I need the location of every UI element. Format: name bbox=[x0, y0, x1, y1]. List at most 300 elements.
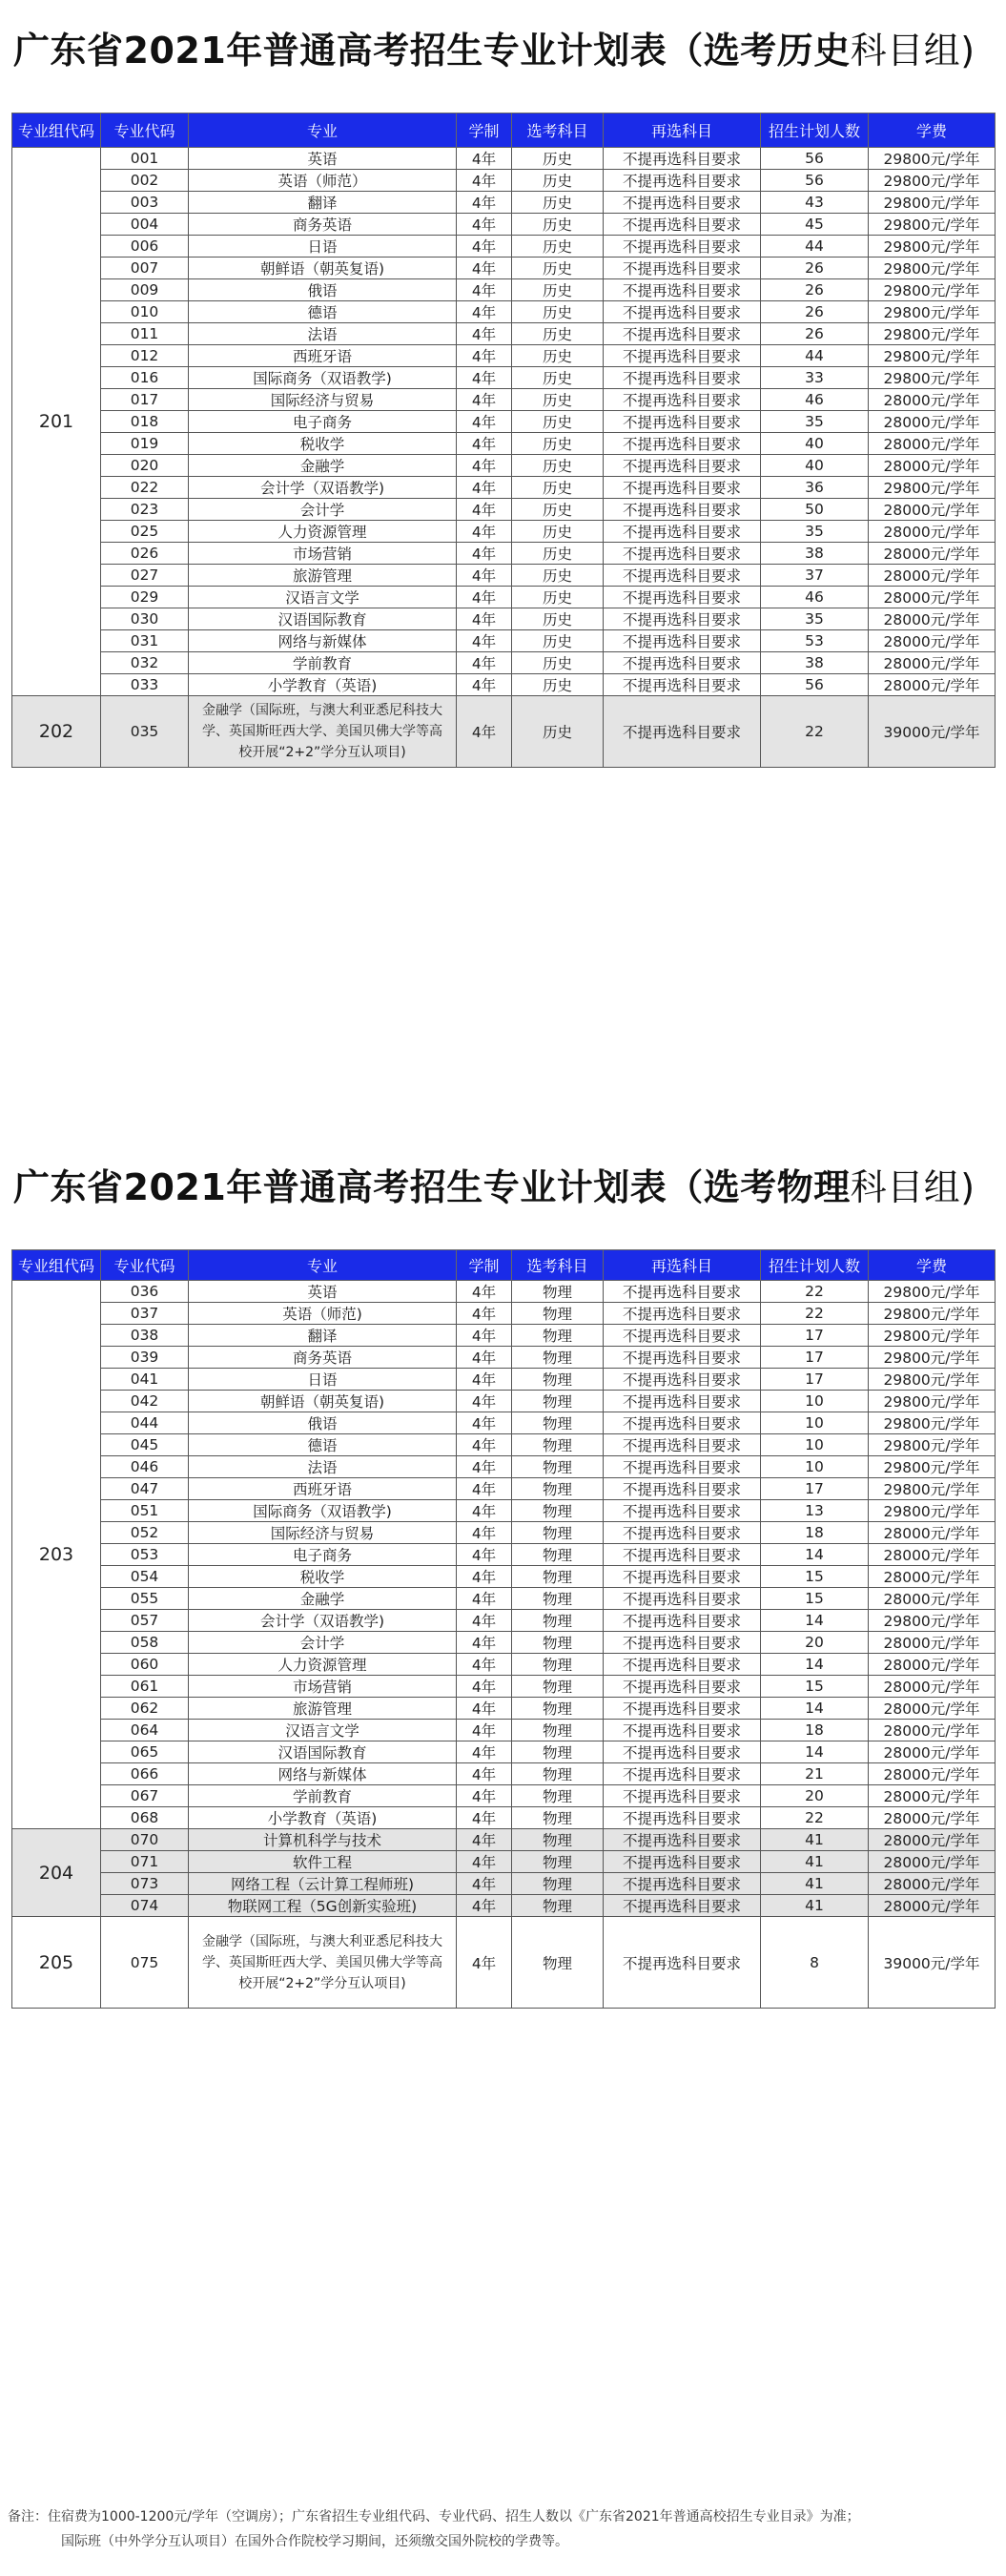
table-row bbox=[12, 674, 996, 696]
quota-cell: 17 bbox=[761, 1369, 869, 1391]
tuition-cell: 29800元/学年 bbox=[869, 1281, 996, 1303]
major-name-cell: 国际商务（双语教学) bbox=[189, 367, 457, 389]
tuition-cell: 29800元/学年 bbox=[869, 1412, 996, 1434]
major-code-cell: 062 bbox=[101, 1698, 189, 1720]
quota-cell: 41 bbox=[761, 1851, 869, 1873]
major-name-cell: 俄语 bbox=[189, 279, 457, 301]
history-title-subject: 历史 bbox=[776, 30, 851, 72]
major-code-cell: 010 bbox=[101, 301, 189, 323]
major-code-cell: 067 bbox=[101, 1785, 189, 1807]
elective-subject-cell: 物理 bbox=[512, 1281, 604, 1303]
elective-subject-cell: 历史 bbox=[512, 652, 604, 674]
tuition-cell: 28000元/学年 bbox=[869, 1851, 996, 1873]
elective-subject-cell: 历史 bbox=[512, 258, 604, 279]
elective-subject-cell: 物理 bbox=[512, 1698, 604, 1720]
duration-cell: 4年 bbox=[457, 214, 512, 236]
quota-cell: 56 bbox=[761, 170, 869, 192]
quota-cell: 18 bbox=[761, 1522, 869, 1544]
major-code-cell: 022 bbox=[101, 477, 189, 499]
major-name-cell: 英语 bbox=[189, 1281, 457, 1303]
major-code-cell: 070 bbox=[101, 1829, 189, 1851]
major-code-cell: 037 bbox=[101, 1303, 189, 1325]
header-row bbox=[12, 113, 996, 148]
major-code-cell: 073 bbox=[101, 1873, 189, 1895]
major-name-cell: 学前教育 bbox=[189, 652, 457, 674]
major-code-cell: 051 bbox=[101, 1500, 189, 1522]
quota-cell: 38 bbox=[761, 652, 869, 674]
table-row bbox=[12, 1347, 996, 1369]
major-name-cell: 税收学 bbox=[189, 1566, 457, 1588]
major-name-cell: 国际经济与贸易 bbox=[189, 389, 457, 411]
reselect-cell: 不提再选科目要求 bbox=[604, 1544, 761, 1566]
quota-cell: 38 bbox=[761, 543, 869, 565]
major-code-cell: 052 bbox=[101, 1522, 189, 1544]
table-row bbox=[12, 630, 996, 652]
reselect-cell: 不提再选科目要求 bbox=[604, 1588, 761, 1610]
tuition-cell: 28000元/学年 bbox=[869, 1741, 996, 1763]
duration-cell: 4年 bbox=[457, 1741, 512, 1763]
table-row bbox=[12, 1807, 996, 1829]
quota-cell: 15 bbox=[761, 1588, 869, 1610]
major-code-cell: 064 bbox=[101, 1720, 189, 1741]
elective-subject-cell: 历史 bbox=[512, 521, 604, 543]
table-row bbox=[12, 1412, 996, 1434]
major-code-cell: 033 bbox=[101, 674, 189, 696]
elective-subject-cell: 物理 bbox=[512, 1522, 604, 1544]
tuition-cell: 29800元/学年 bbox=[869, 1478, 996, 1500]
quota-cell: 10 bbox=[761, 1456, 869, 1478]
major-name-cell: 物联网工程（5G创新实验班) bbox=[189, 1895, 457, 1917]
major-name-cell: 国际商务（双语教学) bbox=[189, 1500, 457, 1522]
tuition-cell: 28000元/学年 bbox=[869, 565, 996, 587]
major-code-cell: 068 bbox=[101, 1807, 189, 1829]
elective-subject-cell: 历史 bbox=[512, 674, 604, 696]
major-code-cell: 053 bbox=[101, 1544, 189, 1566]
duration-cell: 4年 bbox=[457, 345, 512, 367]
major-code-cell: 018 bbox=[101, 411, 189, 433]
elective-subject-cell: 历史 bbox=[512, 543, 604, 565]
duration-cell: 4年 bbox=[457, 1720, 512, 1741]
quota-cell: 14 bbox=[761, 1610, 869, 1632]
column-header: 专业组代码 bbox=[12, 113, 101, 148]
table-row bbox=[12, 1544, 996, 1566]
major-code-cell: 055 bbox=[101, 1588, 189, 1610]
elective-subject-cell: 历史 bbox=[512, 148, 604, 170]
duration-cell: 4年 bbox=[457, 565, 512, 587]
table-row bbox=[12, 389, 996, 411]
duration-cell: 4年 bbox=[457, 192, 512, 214]
duration-cell: 4年 bbox=[457, 1763, 512, 1785]
table-row bbox=[12, 1720, 996, 1741]
quota-cell: 10 bbox=[761, 1434, 869, 1456]
reselect-cell: 不提再选科目要求 bbox=[604, 1654, 761, 1676]
quota-cell: 22 bbox=[761, 1281, 869, 1303]
tuition-cell: 28000元/学年 bbox=[869, 630, 996, 652]
major-name-cell: 法语 bbox=[189, 1456, 457, 1478]
duration-cell: 4年 bbox=[457, 389, 512, 411]
table-row bbox=[12, 608, 996, 630]
quota-cell: 41 bbox=[761, 1895, 869, 1917]
table-row bbox=[12, 258, 996, 279]
reselect-cell: 不提再选科目要求 bbox=[604, 1610, 761, 1632]
quota-cell: 35 bbox=[761, 411, 869, 433]
duration-cell: 4年 bbox=[457, 1566, 512, 1588]
quota-cell: 46 bbox=[761, 389, 869, 411]
major-name-cell: 英语（师范) bbox=[189, 1303, 457, 1325]
duration-cell: 4年 bbox=[457, 1456, 512, 1478]
duration-cell: 4年 bbox=[457, 1434, 512, 1456]
duration-cell: 4年 bbox=[457, 1347, 512, 1369]
tuition-cell: 28000元/学年 bbox=[869, 1522, 996, 1544]
reselect-cell: 不提再选科目要求 bbox=[604, 1873, 761, 1895]
duration-cell: 4年 bbox=[457, 1412, 512, 1434]
major-name-cell: 商务英语 bbox=[189, 214, 457, 236]
reselect-cell: 不提再选科目要求 bbox=[604, 1698, 761, 1720]
major-name-cell: 汉语言文学 bbox=[189, 1720, 457, 1741]
major-name-cell: 网络工程（云计算工程师班) bbox=[189, 1873, 457, 1895]
table-row bbox=[12, 455, 996, 477]
quota-cell: 22 bbox=[761, 1807, 869, 1829]
major-code-cell: 041 bbox=[101, 1369, 189, 1391]
quota-cell: 14 bbox=[761, 1698, 869, 1720]
table-row bbox=[12, 148, 996, 170]
major-code-cell: 058 bbox=[101, 1632, 189, 1654]
tuition-cell: 29800元/学年 bbox=[869, 345, 996, 367]
major-name-cell: 朝鲜语（朝英复语) bbox=[189, 1391, 457, 1412]
duration-cell: 4年 bbox=[457, 696, 512, 768]
column-header: 再选科目 bbox=[604, 113, 761, 148]
reselect-cell: 不提再选科目要求 bbox=[604, 1566, 761, 1588]
tuition-cell: 29800元/学年 bbox=[869, 192, 996, 214]
major-name-cell: 网络与新媒体 bbox=[189, 1763, 457, 1785]
table-row bbox=[12, 279, 996, 301]
table-row bbox=[12, 411, 996, 433]
elective-subject-cell: 物理 bbox=[512, 1654, 604, 1676]
elective-subject-cell: 物理 bbox=[512, 1325, 604, 1347]
elective-subject-cell: 历史 bbox=[512, 345, 604, 367]
reselect-cell: 不提再选科目要求 bbox=[604, 1807, 761, 1829]
duration-cell: 4年 bbox=[457, 1785, 512, 1807]
tuition-cell: 29800元/学年 bbox=[869, 236, 996, 258]
reselect-cell: 不提再选科目要求 bbox=[604, 565, 761, 587]
major-name-cell: 电子商务 bbox=[189, 1544, 457, 1566]
quota-cell: 35 bbox=[761, 521, 869, 543]
footnote bbox=[8, 2504, 999, 2554]
major-name-cell: 会计学 bbox=[189, 499, 457, 521]
table-row bbox=[12, 236, 996, 258]
table-row bbox=[12, 1325, 996, 1347]
major-code-cell: 046 bbox=[101, 1456, 189, 1478]
reselect-cell: 不提再选科目要求 bbox=[604, 652, 761, 674]
major-name-cell: 英语 bbox=[189, 148, 457, 170]
table-row bbox=[12, 477, 996, 499]
reselect-cell: 不提再选科目要求 bbox=[604, 1522, 761, 1544]
major-code-cell: 047 bbox=[101, 1478, 189, 1500]
major-code-cell: 001 bbox=[101, 148, 189, 170]
table-row bbox=[12, 214, 996, 236]
elective-subject-cell: 物理 bbox=[512, 1303, 604, 1325]
column-header: 专业组代码 bbox=[12, 1250, 101, 1281]
reselect-cell: 不提再选科目要求 bbox=[604, 1369, 761, 1391]
duration-cell: 4年 bbox=[457, 1698, 512, 1720]
major-name-cell: 会计学（双语教学) bbox=[189, 1610, 457, 1632]
major-name-cell: 日语 bbox=[189, 1369, 457, 1391]
history-title-prefix: 广东省2021年普通高考招生专业计划表（选考 bbox=[13, 30, 777, 72]
reselect-cell: 不提再选科目要求 bbox=[604, 323, 761, 345]
elective-subject-cell: 历史 bbox=[512, 389, 604, 411]
tuition-cell: 28000元/学年 bbox=[869, 652, 996, 674]
tuition-cell: 28000元/学年 bbox=[869, 1785, 996, 1807]
duration-cell: 4年 bbox=[457, 521, 512, 543]
elective-subject-cell: 物理 bbox=[512, 1720, 604, 1741]
major-code-cell: 074 bbox=[101, 1895, 189, 1917]
duration-cell: 4年 bbox=[457, 1895, 512, 1917]
table-row bbox=[12, 521, 996, 543]
major-name-cell: 人力资源管理 bbox=[189, 1654, 457, 1676]
duration-cell: 4年 bbox=[457, 1829, 512, 1851]
tuition-cell: 29800元/学年 bbox=[869, 1325, 996, 1347]
reselect-cell: 不提再选科目要求 bbox=[604, 455, 761, 477]
major-code-cell: 016 bbox=[101, 367, 189, 389]
elective-subject-cell: 历史 bbox=[512, 367, 604, 389]
table-row bbox=[12, 1763, 996, 1785]
major-code-cell: 054 bbox=[101, 1566, 189, 1588]
duration-cell: 4年 bbox=[457, 1281, 512, 1303]
quota-cell: 17 bbox=[761, 1478, 869, 1500]
elective-subject-cell: 物理 bbox=[512, 1588, 604, 1610]
major-code-cell: 030 bbox=[101, 608, 189, 630]
reselect-cell: 不提再选科目要求 bbox=[604, 1325, 761, 1347]
major-code-cell: 035 bbox=[101, 696, 189, 768]
column-header: 招生计划人数 bbox=[761, 1250, 869, 1281]
duration-cell: 4年 bbox=[457, 674, 512, 696]
tuition-cell: 28000元/学年 bbox=[869, 1807, 996, 1829]
major-name-cell: 国际经济与贸易 bbox=[189, 1522, 457, 1544]
tuition-cell: 29800元/学年 bbox=[869, 1391, 996, 1412]
tuition-cell: 28000元/学年 bbox=[869, 1873, 996, 1895]
quota-cell: 45 bbox=[761, 214, 869, 236]
quota-cell: 14 bbox=[761, 1741, 869, 1763]
table-row bbox=[12, 1522, 996, 1544]
quota-cell: 46 bbox=[761, 587, 869, 608]
tuition-cell: 29800元/学年 bbox=[869, 323, 996, 345]
column-header: 招生计划人数 bbox=[761, 113, 869, 148]
tuition-cell: 28000元/学年 bbox=[869, 411, 996, 433]
table-row bbox=[12, 1500, 996, 1522]
major-name-cell: 俄语 bbox=[189, 1412, 457, 1434]
quota-cell: 37 bbox=[761, 565, 869, 587]
major-name-cell: 西班牙语 bbox=[189, 345, 457, 367]
column-header: 选考科目 bbox=[512, 1250, 604, 1281]
elective-subject-cell: 物理 bbox=[512, 1807, 604, 1829]
reselect-cell: 不提再选科目要求 bbox=[604, 1347, 761, 1369]
duration-cell: 4年 bbox=[457, 1478, 512, 1500]
major-code-cell: 029 bbox=[101, 587, 189, 608]
quota-cell: 26 bbox=[761, 323, 869, 345]
quota-cell: 43 bbox=[761, 192, 869, 214]
column-header: 学费 bbox=[869, 1250, 996, 1281]
quota-cell: 21 bbox=[761, 1763, 869, 1785]
table-row bbox=[12, 301, 996, 323]
table-row bbox=[12, 1654, 996, 1676]
major-name-cell: 西班牙语 bbox=[189, 1478, 457, 1500]
reselect-cell: 不提再选科目要求 bbox=[604, 1785, 761, 1807]
tuition-cell: 29800元/学年 bbox=[869, 1500, 996, 1522]
major-name-cell: 税收学 bbox=[189, 433, 457, 455]
table-row bbox=[12, 433, 996, 455]
table-row bbox=[12, 1829, 996, 1851]
tuition-cell: 28000元/学年 bbox=[869, 587, 996, 608]
duration-cell: 4年 bbox=[457, 1544, 512, 1566]
duration-cell: 4年 bbox=[457, 477, 512, 499]
reselect-cell: 不提再选科目要求 bbox=[604, 1391, 761, 1412]
major-name-cell: 金融学 bbox=[189, 1588, 457, 1610]
major-code-cell: 061 bbox=[101, 1676, 189, 1698]
reselect-cell: 不提再选科目要求 bbox=[604, 1829, 761, 1851]
quota-cell: 17 bbox=[761, 1347, 869, 1369]
elective-subject-cell: 物理 bbox=[512, 1895, 604, 1917]
elective-subject-cell: 历史 bbox=[512, 565, 604, 587]
major-code-cell: 066 bbox=[101, 1763, 189, 1785]
major-code-cell: 044 bbox=[101, 1412, 189, 1434]
reselect-cell: 不提再选科目要求 bbox=[604, 279, 761, 301]
elective-subject-cell: 物理 bbox=[512, 1544, 604, 1566]
duration-cell: 4年 bbox=[457, 587, 512, 608]
table-row bbox=[12, 192, 996, 214]
major-name-cell: 金融学（国际班，与澳大利亚悉尼科技大学、英国斯旺西大学、美国贝佛大学等高校开展“2+2”学分互认项目) bbox=[189, 1917, 457, 2009]
quota-cell: 53 bbox=[761, 630, 869, 652]
duration-cell: 4年 bbox=[457, 630, 512, 652]
major-code-cell: 071 bbox=[101, 1851, 189, 1873]
tuition-cell: 28000元/学年 bbox=[869, 1544, 996, 1566]
elective-subject-cell: 物理 bbox=[512, 1676, 604, 1698]
elective-subject-cell: 历史 bbox=[512, 214, 604, 236]
major-code-cell: 026 bbox=[101, 543, 189, 565]
duration-cell: 4年 bbox=[457, 1325, 512, 1347]
group-code-cell: 202 bbox=[12, 696, 101, 768]
quota-cell: 20 bbox=[761, 1785, 869, 1807]
elective-subject-cell: 物理 bbox=[512, 1500, 604, 1522]
reselect-cell: 不提再选科目要求 bbox=[604, 1851, 761, 1873]
group-code-cell: 203 bbox=[12, 1281, 101, 1829]
tuition-cell: 29800元/学年 bbox=[869, 214, 996, 236]
column-header: 选考科目 bbox=[512, 113, 604, 148]
tuition-cell: 29800元/学年 bbox=[869, 1347, 996, 1369]
table-row bbox=[12, 1610, 996, 1632]
major-code-cell: 003 bbox=[101, 192, 189, 214]
reselect-cell: 不提再选科目要求 bbox=[604, 608, 761, 630]
quota-cell: 20 bbox=[761, 1632, 869, 1654]
tuition-cell: 29800元/学年 bbox=[869, 301, 996, 323]
major-code-cell: 065 bbox=[101, 1741, 189, 1763]
duration-cell: 4年 bbox=[457, 1632, 512, 1654]
duration-cell: 4年 bbox=[457, 236, 512, 258]
footnote-line-2: 国际班（中外学分互认项目）在国外合作院校学习期间，还须缴交国外院校的学费等。 bbox=[61, 2534, 568, 2549]
major-name-cell: 市场营销 bbox=[189, 1676, 457, 1698]
table-row bbox=[12, 367, 996, 389]
major-name-cell: 汉语国际教育 bbox=[189, 1741, 457, 1763]
elective-subject-cell: 物理 bbox=[512, 1873, 604, 1895]
quota-cell: 17 bbox=[761, 1325, 869, 1347]
duration-cell: 4年 bbox=[457, 1610, 512, 1632]
column-header: 专业代码 bbox=[101, 1250, 189, 1281]
table-row bbox=[12, 543, 996, 565]
duration-cell: 4年 bbox=[457, 1522, 512, 1544]
elective-subject-cell: 历史 bbox=[512, 455, 604, 477]
tuition-cell: 29800元/学年 bbox=[869, 1610, 996, 1632]
history-section-title bbox=[13, 21, 975, 73]
table-row bbox=[12, 1698, 996, 1720]
reselect-cell: 不提再选科目要求 bbox=[604, 1720, 761, 1741]
tuition-cell: 28000元/学年 bbox=[869, 1566, 996, 1588]
duration-cell: 4年 bbox=[457, 433, 512, 455]
table-row bbox=[12, 1566, 996, 1588]
elective-subject-cell: 历史 bbox=[512, 608, 604, 630]
group-code-cell: 201 bbox=[12, 148, 101, 696]
table-row bbox=[12, 1303, 996, 1325]
elective-subject-cell: 物理 bbox=[512, 1456, 604, 1478]
major-name-cell: 汉语言文学 bbox=[189, 587, 457, 608]
major-name-cell: 电子商务 bbox=[189, 411, 457, 433]
tuition-cell: 39000元/学年 bbox=[869, 1917, 996, 2009]
reselect-cell: 不提再选科目要求 bbox=[604, 367, 761, 389]
quota-cell: 14 bbox=[761, 1654, 869, 1676]
reselect-cell: 不提再选科目要求 bbox=[604, 148, 761, 170]
major-name-cell: 会计学 bbox=[189, 1632, 457, 1654]
reselect-cell: 不提再选科目要求 bbox=[604, 587, 761, 608]
quota-cell: 44 bbox=[761, 345, 869, 367]
column-header: 学费 bbox=[869, 113, 996, 148]
elective-subject-cell: 历史 bbox=[512, 499, 604, 521]
tuition-cell: 28000元/学年 bbox=[869, 455, 996, 477]
table-row bbox=[12, 1588, 996, 1610]
reselect-cell: 不提再选科目要求 bbox=[604, 1434, 761, 1456]
elective-subject-cell: 历史 bbox=[512, 630, 604, 652]
major-code-cell: 012 bbox=[101, 345, 189, 367]
elective-subject-cell: 历史 bbox=[512, 301, 604, 323]
major-name-cell: 朝鲜语（朝英复语) bbox=[189, 258, 457, 279]
major-code-cell: 038 bbox=[101, 1325, 189, 1347]
major-code-cell: 027 bbox=[101, 565, 189, 587]
table-row bbox=[12, 565, 996, 587]
table-row bbox=[12, 1851, 996, 1873]
quota-cell: 33 bbox=[761, 367, 869, 389]
tuition-cell: 28000元/学年 bbox=[869, 1720, 996, 1741]
physics-title-prefix: 广东省2021年普通高考招生专业计划表（选考 bbox=[13, 1166, 777, 1208]
elective-subject-cell: 历史 bbox=[512, 411, 604, 433]
tuition-cell: 28000元/学年 bbox=[869, 1654, 996, 1676]
physics-title-subject: 物理 bbox=[776, 1166, 851, 1208]
quota-cell: 26 bbox=[761, 279, 869, 301]
reselect-cell: 不提再选科目要求 bbox=[604, 1303, 761, 1325]
major-code-cell: 036 bbox=[101, 1281, 189, 1303]
major-code-cell: 032 bbox=[101, 652, 189, 674]
history-title-suffix: 科目组) bbox=[850, 30, 975, 72]
major-name-cell: 小学教育（英语) bbox=[189, 1807, 457, 1829]
quota-cell: 22 bbox=[761, 696, 869, 768]
major-name-cell: 会计学（双语教学) bbox=[189, 477, 457, 499]
tuition-cell: 28000元/学年 bbox=[869, 1632, 996, 1654]
major-name-cell: 德语 bbox=[189, 1434, 457, 1456]
quota-cell: 50 bbox=[761, 499, 869, 521]
column-header: 专业 bbox=[189, 113, 457, 148]
header-row bbox=[12, 1250, 996, 1281]
quota-cell: 15 bbox=[761, 1566, 869, 1588]
quota-cell: 40 bbox=[761, 455, 869, 477]
major-code-cell: 042 bbox=[101, 1391, 189, 1412]
quota-cell: 10 bbox=[761, 1391, 869, 1412]
table-row bbox=[12, 652, 996, 674]
